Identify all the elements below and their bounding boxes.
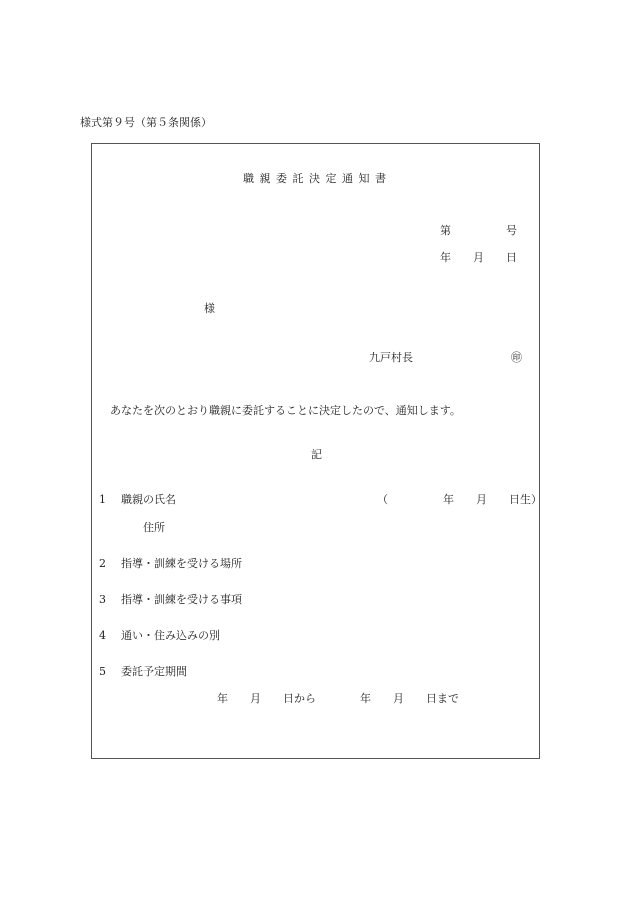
item-label-shokuoya-name: 職親の氏名 xyxy=(121,493,176,506)
form-reference: 様式第９号（第５条関係） xyxy=(80,116,212,129)
issue-date: 年 月 日 xyxy=(440,251,517,264)
item-number: 5 xyxy=(99,665,106,678)
item-label-commute-type: 通い・住み込みの別 xyxy=(121,629,220,642)
period-line: 年 月 日から 年 月 日まで xyxy=(217,692,459,705)
body-text: あなたを次のとおり職親に委託することに決定したので、通知します。 xyxy=(110,404,461,417)
document-number: 第 号 xyxy=(440,224,517,237)
item-label-training-place: 指導・訓練を受ける場所 xyxy=(121,557,242,570)
item-number: 2 xyxy=(99,557,106,570)
item-number: 1 xyxy=(99,493,106,506)
item-label-training-matters: 指導・訓練を受ける事項 xyxy=(121,593,242,606)
document-title: 職 親 委 託 決 定 通 知 書 xyxy=(243,172,387,185)
addressee-suffix: 様 xyxy=(204,302,215,315)
birthdate-field: （ 年 月 日生） xyxy=(377,493,542,506)
item-number: 3 xyxy=(99,593,106,606)
item-label-entrustment-period: 委託予定期間 xyxy=(121,665,187,678)
seal-mark: ㊞ xyxy=(511,351,522,364)
ki-heading: 記 xyxy=(311,448,322,461)
item-label-address: 住所 xyxy=(143,521,165,534)
sender-name: 九戸村長 xyxy=(369,351,413,364)
item-number: 4 xyxy=(99,629,106,642)
